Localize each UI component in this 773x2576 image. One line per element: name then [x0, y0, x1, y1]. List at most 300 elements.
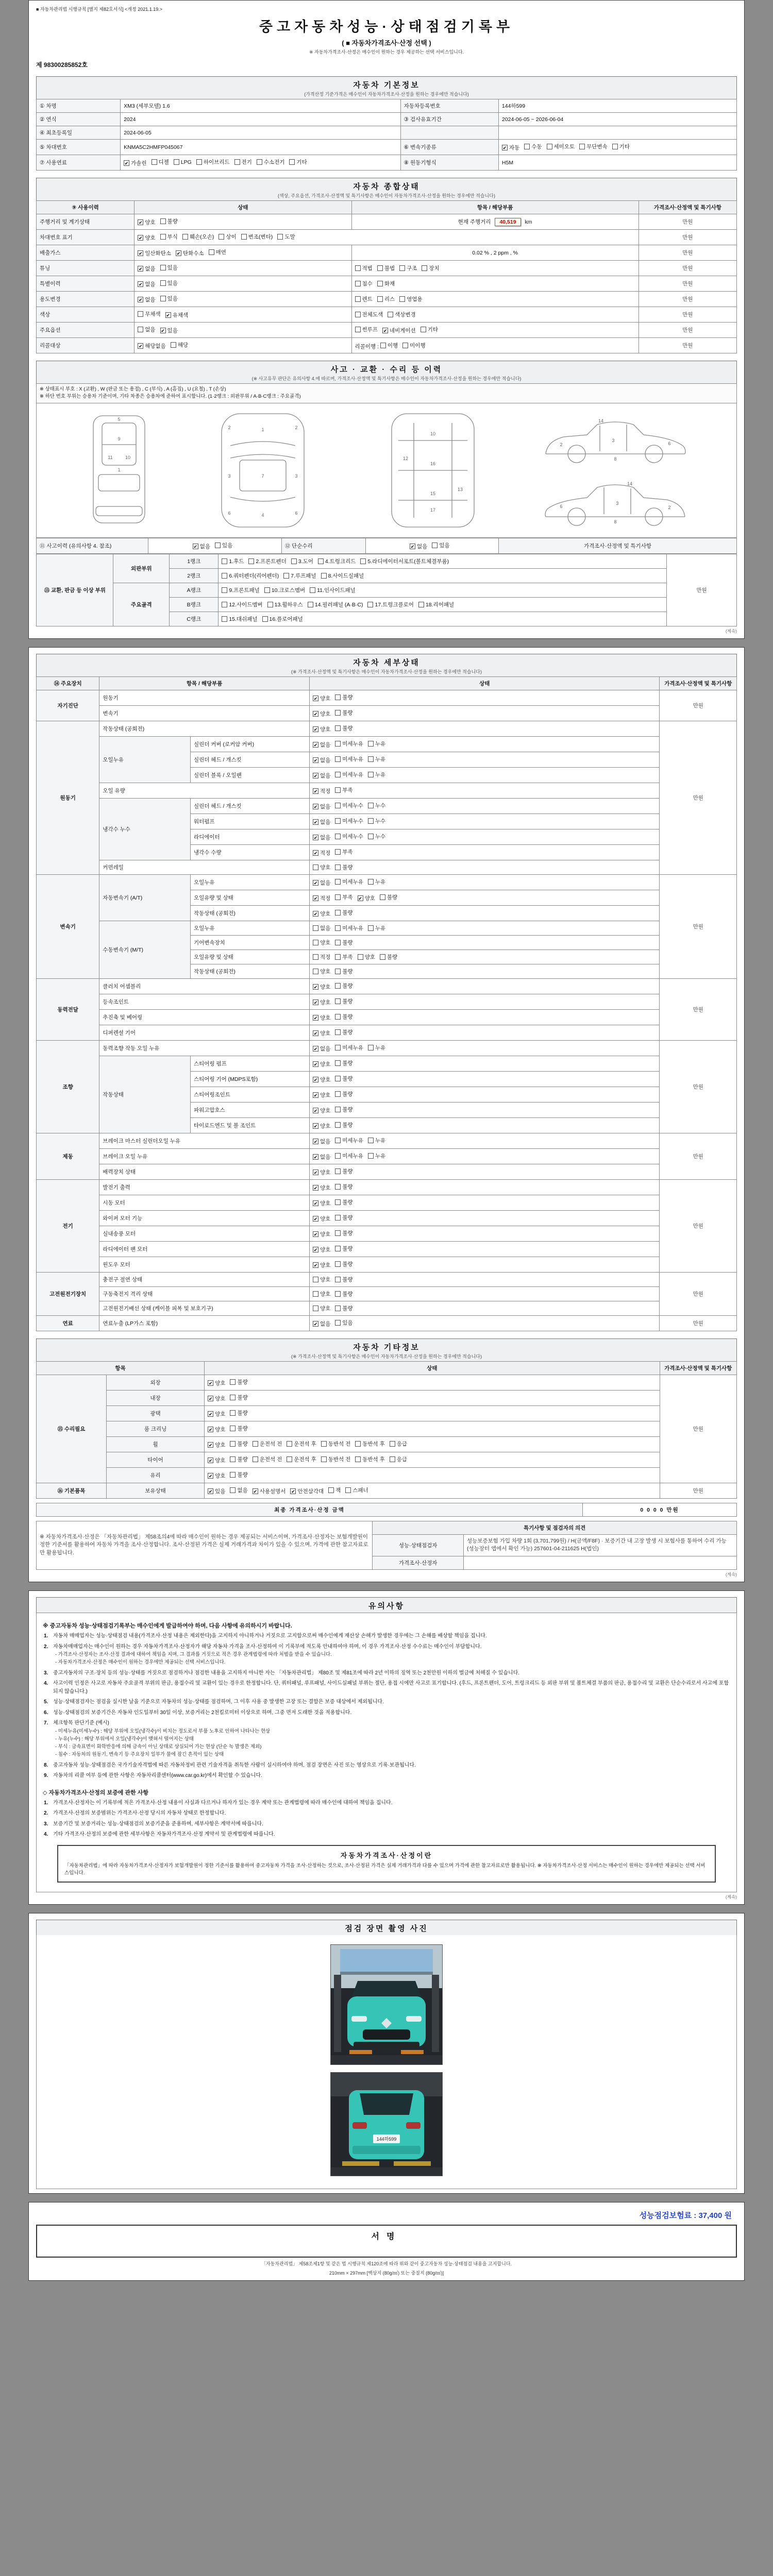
checkbox-unchecked-icon[interactable] — [241, 234, 247, 240]
checkbox-option[interactable] — [174, 159, 192, 165]
checkbox-option[interactable] — [318, 557, 356, 565]
checkbox-unchecked-icon[interactable] — [313, 1306, 318, 1311]
checkbox-option[interactable] — [335, 909, 352, 917]
checkbox-option[interactable] — [313, 1076, 330, 1083]
checkbox-checked-icon[interactable]: ✔ — [313, 984, 318, 990]
checkbox-unchecked-icon[interactable] — [335, 1029, 341, 1035]
checkbox-unchecked-icon[interactable] — [222, 573, 227, 579]
checkbox-unchecked-icon[interactable] — [335, 910, 341, 916]
checkbox-option[interactable] — [208, 1456, 225, 1464]
checkbox-checked-icon[interactable]: ✔ — [291, 1488, 295, 1494]
checkbox-option[interactable] — [208, 1487, 225, 1495]
checkbox-checked-icon[interactable]: ✔ — [313, 1200, 318, 1206]
checkbox-option[interactable] — [410, 543, 427, 550]
checkbox-option[interactable] — [277, 233, 295, 241]
checkbox-unchecked-icon[interactable] — [230, 1456, 236, 1462]
checkbox-option[interactable] — [399, 264, 417, 272]
checkbox-option[interactable] — [335, 740, 363, 748]
checkbox-option[interactable] — [215, 541, 232, 549]
checkbox-option[interactable] — [367, 601, 413, 608]
checkbox-unchecked-icon[interactable] — [160, 296, 166, 301]
checkbox-unchecked-icon[interactable] — [160, 265, 166, 270]
checkbox-option[interactable] — [160, 217, 178, 225]
checkbox-option[interactable] — [418, 601, 454, 608]
checkbox-option[interactable] — [313, 863, 330, 871]
checkbox-option[interactable] — [313, 1320, 330, 1328]
checkbox-unchecked-icon[interactable] — [368, 925, 374, 931]
checkbox-unchecked-icon[interactable] — [355, 265, 361, 271]
checkbox-unchecked-icon[interactable] — [355, 312, 361, 317]
checkbox-unchecked-icon[interactable] — [390, 1441, 395, 1447]
checkbox-option[interactable] — [208, 1410, 225, 1418]
checkbox-option[interactable] — [287, 1440, 316, 1448]
checkbox-option[interactable] — [289, 158, 307, 166]
checkbox-unchecked-icon[interactable] — [368, 772, 374, 777]
checkbox-option[interactable] — [390, 1440, 407, 1448]
checkbox-option[interactable] — [222, 572, 279, 580]
checkbox-option[interactable] — [358, 894, 375, 902]
checkbox-option[interactable] — [230, 1455, 247, 1463]
checkbox-option[interactable] — [230, 1486, 247, 1494]
checkbox-unchecked-icon[interactable] — [380, 954, 385, 960]
checkbox-option[interactable] — [368, 878, 385, 886]
checkbox-unchecked-icon[interactable] — [380, 894, 385, 900]
checkbox-option[interactable] — [335, 817, 363, 825]
checkbox-option[interactable] — [253, 1487, 286, 1495]
checkbox-option[interactable] — [377, 295, 395, 303]
checkbox-option[interactable] — [287, 1455, 316, 1463]
checkbox-checked-icon[interactable]: ✔ — [208, 1488, 213, 1494]
checkbox-option[interactable] — [313, 725, 330, 733]
checkbox-option[interactable] — [335, 1028, 352, 1036]
checkbox-option[interactable] — [313, 1261, 330, 1269]
checkbox-unchecked-icon[interactable] — [355, 327, 361, 332]
checkbox-checked-icon[interactable]: ✔ — [313, 1185, 318, 1191]
checkbox-option[interactable] — [335, 982, 352, 990]
checkbox-unchecked-icon[interactable] — [160, 234, 166, 240]
checkbox-unchecked-icon[interactable] — [321, 1456, 327, 1462]
checkbox-option[interactable] — [335, 893, 352, 901]
checkbox-option[interactable] — [335, 1106, 352, 1113]
checkbox-option[interactable] — [335, 1044, 363, 1052]
checkbox-option[interactable] — [368, 924, 385, 932]
checkbox-checked-icon[interactable]: ✔ — [313, 911, 318, 917]
checkbox-unchecked-icon[interactable] — [160, 280, 166, 286]
checkbox-option[interactable] — [368, 1152, 385, 1160]
checkbox-option[interactable] — [335, 771, 363, 778]
checkbox-checked-icon[interactable]: ✔ — [138, 220, 143, 225]
checkbox-checked-icon[interactable]: ✔ — [313, 819, 318, 825]
checkbox-unchecked-icon[interactable] — [310, 587, 315, 593]
checkbox-option[interactable] — [291, 557, 313, 565]
checkbox-option[interactable] — [193, 543, 210, 550]
checkbox-checked-icon[interactable]: ✔ — [313, 1321, 318, 1327]
checkbox-checked-icon[interactable]: ✔ — [313, 999, 318, 1005]
checkbox-option[interactable] — [230, 1394, 247, 1401]
checkbox-option[interactable] — [388, 311, 416, 318]
checkbox-option[interactable] — [208, 1441, 225, 1449]
checkbox-unchecked-icon[interactable] — [335, 1306, 341, 1311]
checkbox-option[interactable] — [313, 1138, 330, 1145]
checkbox-unchecked-icon[interactable] — [335, 894, 341, 900]
checkbox-unchecked-icon[interactable] — [368, 756, 374, 762]
checkbox-option[interactable] — [138, 342, 166, 350]
checkbox-unchecked-icon[interactable] — [399, 296, 405, 302]
checkbox-option[interactable] — [253, 1440, 282, 1448]
checkbox-unchecked-icon[interactable] — [368, 803, 374, 808]
checkbox-option[interactable] — [234, 158, 252, 166]
checkbox-checked-icon[interactable]: ✔ — [138, 266, 143, 272]
checkbox-option[interactable] — [612, 143, 630, 150]
checkbox-option[interactable] — [502, 144, 519, 151]
checkbox-unchecked-icon[interactable] — [524, 144, 530, 149]
checkbox-option[interactable] — [335, 939, 352, 946]
checkbox-option[interactable] — [335, 1013, 352, 1021]
checkbox-option[interactable] — [335, 1276, 352, 1283]
checkbox-option[interactable] — [313, 998, 330, 1006]
checkbox-unchecked-icon[interactable] — [257, 159, 262, 165]
checkbox-option[interactable] — [160, 279, 178, 287]
checkbox-checked-icon[interactable]: ✔ — [313, 726, 318, 732]
checkbox-unchecked-icon[interactable] — [335, 1230, 341, 1236]
checkbox-option[interactable] — [335, 1059, 352, 1067]
checkbox-unchecked-icon[interactable] — [262, 616, 268, 622]
checkbox-checked-icon[interactable]: ✔ — [208, 1442, 213, 1448]
checkbox-unchecked-icon[interactable] — [335, 1291, 341, 1297]
checkbox-option[interactable] — [313, 1290, 330, 1298]
checkbox-unchecked-icon[interactable] — [287, 1456, 292, 1462]
checkbox-option[interactable] — [335, 1229, 352, 1237]
checkbox-unchecked-icon[interactable] — [138, 327, 143, 332]
checkbox-unchecked-icon[interactable] — [291, 558, 297, 564]
checkbox-unchecked-icon[interactable] — [377, 265, 383, 271]
checkbox-option[interactable] — [382, 327, 416, 334]
checkbox-option[interactable] — [368, 1044, 385, 1052]
checkbox-unchecked-icon[interactable] — [289, 159, 295, 165]
checkbox-unchecked-icon[interactable] — [152, 159, 157, 165]
checkbox-option[interactable] — [290, 1487, 324, 1495]
checkbox-option[interactable] — [171, 341, 188, 349]
checkbox-option[interactable] — [355, 295, 373, 303]
checkbox-option[interactable] — [310, 586, 356, 594]
checkbox-unchecked-icon[interactable] — [355, 1441, 361, 1447]
checkbox-option[interactable] — [402, 342, 425, 349]
checkbox-option[interactable] — [321, 1440, 351, 1448]
checkbox-option[interactable] — [313, 1060, 330, 1068]
checkbox-unchecked-icon[interactable] — [432, 543, 438, 548]
checkbox-option[interactable] — [313, 1014, 330, 1022]
checkbox-option[interactable] — [313, 910, 330, 918]
checkbox-unchecked-icon[interactable] — [335, 1168, 341, 1174]
checkbox-unchecked-icon[interactable] — [313, 940, 318, 945]
checkbox-option[interactable] — [335, 833, 363, 840]
checkbox-option[interactable] — [313, 1122, 330, 1130]
checkbox-option[interactable] — [208, 1472, 225, 1480]
checkbox-unchecked-icon[interactable] — [335, 1060, 341, 1066]
checkbox-unchecked-icon[interactable] — [335, 1320, 341, 1326]
checkbox-checked-icon[interactable]: ✔ — [313, 1092, 318, 1098]
checkbox-option[interactable] — [321, 1455, 351, 1463]
checkbox-unchecked-icon[interactable] — [579, 144, 585, 149]
checkbox-option[interactable] — [208, 1395, 225, 1402]
checkbox-option[interactable] — [358, 953, 375, 961]
checkbox-unchecked-icon[interactable] — [318, 558, 324, 564]
checkbox-option[interactable] — [335, 1319, 352, 1327]
checkbox-unchecked-icon[interactable] — [313, 969, 318, 974]
checkbox-option[interactable] — [313, 1045, 330, 1053]
checkbox-unchecked-icon[interactable] — [421, 327, 426, 332]
checkbox-unchecked-icon[interactable] — [335, 818, 341, 824]
checkbox-option[interactable] — [335, 924, 363, 932]
checkbox-checked-icon[interactable]: ✔ — [313, 1247, 318, 1252]
checkbox-unchecked-icon[interactable] — [388, 312, 393, 317]
checkbox-unchecked-icon[interactable] — [368, 1045, 374, 1050]
checkbox-unchecked-icon[interactable] — [335, 865, 341, 870]
checkbox-unchecked-icon[interactable] — [377, 281, 383, 286]
checkbox-option[interactable] — [313, 924, 330, 932]
checkbox-unchecked-icon[interactable] — [335, 1246, 341, 1251]
checkbox-option[interactable] — [328, 1486, 341, 1494]
checkbox-option[interactable] — [335, 1121, 352, 1129]
checkbox-unchecked-icon[interactable] — [209, 249, 214, 255]
checkbox-option[interactable] — [335, 1152, 363, 1160]
checkbox-unchecked-icon[interactable] — [230, 1426, 236, 1431]
checkbox-option[interactable] — [380, 342, 398, 349]
checkbox-checked-icon[interactable]: ✔ — [313, 1030, 318, 1036]
checkbox-checked-icon[interactable]: ✔ — [313, 1216, 318, 1222]
checkbox-option[interactable] — [313, 1199, 330, 1207]
checkbox-unchecked-icon[interactable] — [335, 741, 341, 747]
checkbox-unchecked-icon[interactable] — [313, 1291, 318, 1297]
checkbox-checked-icon[interactable]: ✔ — [313, 773, 318, 778]
checkbox-option[interactable] — [313, 756, 330, 764]
checkbox-option[interactable] — [313, 879, 330, 887]
checkbox-unchecked-icon[interactable] — [321, 1441, 327, 1447]
checkbox-checked-icon[interactable]: ✔ — [208, 1411, 213, 1417]
checkbox-option[interactable] — [335, 1167, 352, 1175]
checkbox-unchecked-icon[interactable] — [287, 1441, 292, 1447]
checkbox-unchecked-icon[interactable] — [360, 558, 366, 564]
checkbox-option[interactable] — [335, 709, 352, 717]
checkbox-unchecked-icon[interactable] — [234, 159, 240, 165]
checkbox-option[interactable] — [422, 264, 439, 272]
checkbox-checked-icon[interactable]: ✔ — [193, 544, 197, 549]
checkbox-unchecked-icon[interactable] — [313, 1277, 318, 1282]
checkbox-checked-icon[interactable]: ✔ — [138, 344, 143, 349]
checkbox-unchecked-icon[interactable] — [328, 1487, 334, 1493]
checkbox-option[interactable] — [313, 741, 330, 749]
checkbox-checked-icon[interactable]: ✔ — [253, 1488, 257, 1494]
checkbox-option[interactable] — [262, 615, 303, 623]
checkbox-unchecked-icon[interactable] — [248, 558, 254, 564]
checkbox-option[interactable] — [230, 1471, 247, 1479]
checkbox-unchecked-icon[interactable] — [402, 343, 408, 348]
checkbox-option[interactable] — [335, 1183, 352, 1191]
checkbox-checked-icon[interactable]: ✔ — [313, 1077, 318, 1082]
checkbox-option[interactable] — [219, 233, 236, 241]
checkbox-unchecked-icon[interactable] — [277, 234, 283, 240]
checkbox-checked-icon[interactable]: ✔ — [313, 804, 318, 809]
checkbox-unchecked-icon[interactable] — [335, 1107, 341, 1112]
checkbox-option[interactable] — [313, 1029, 330, 1037]
checkbox-option[interactable] — [313, 1153, 330, 1161]
checkbox-option[interactable] — [335, 997, 352, 1005]
checkbox-unchecked-icon[interactable] — [264, 587, 270, 593]
checkbox-option[interactable] — [313, 1107, 330, 1114]
checkbox-option[interactable] — [230, 1378, 247, 1386]
checkbox-unchecked-icon[interactable] — [547, 144, 552, 149]
checkbox-unchecked-icon[interactable] — [355, 1456, 361, 1462]
checkbox-option[interactable] — [335, 848, 352, 856]
checkbox-unchecked-icon[interactable] — [335, 756, 341, 762]
checkbox-checked-icon[interactable]: ✔ — [161, 328, 165, 333]
checkbox-option[interactable] — [176, 249, 204, 257]
checkbox-unchecked-icon[interactable] — [335, 1091, 341, 1097]
checkbox-unchecked-icon[interactable] — [335, 879, 341, 885]
checkbox-unchecked-icon[interactable] — [422, 265, 427, 271]
checkbox-checked-icon[interactable]: ✔ — [313, 742, 318, 748]
checkbox-unchecked-icon[interactable] — [345, 1487, 351, 1493]
checkbox-option[interactable] — [390, 1455, 407, 1463]
checkbox-option[interactable] — [264, 586, 305, 594]
checkbox-unchecked-icon[interactable] — [230, 1472, 236, 1478]
checkbox-option[interactable] — [335, 968, 352, 975]
checkbox-unchecked-icon[interactable] — [335, 710, 341, 716]
checkbox-checked-icon[interactable]: ✔ — [313, 880, 318, 886]
checkbox-unchecked-icon[interactable] — [368, 1153, 374, 1159]
checkbox-unchecked-icon[interactable] — [335, 849, 341, 855]
checkbox-checked-icon[interactable]: ✔ — [138, 235, 143, 241]
checkbox-option[interactable] — [152, 158, 169, 166]
checkbox-unchecked-icon[interactable] — [174, 159, 179, 165]
checkbox-option[interactable] — [524, 143, 542, 150]
checkbox-option[interactable] — [355, 280, 373, 287]
checkbox-checked-icon[interactable]: ✔ — [208, 1396, 213, 1401]
checkbox-checked-icon[interactable]: ✔ — [313, 788, 318, 794]
checkbox-option[interactable] — [313, 772, 330, 779]
checkbox-unchecked-icon[interactable] — [335, 1277, 341, 1282]
checkbox-option[interactable] — [313, 834, 330, 841]
checkbox-unchecked-icon[interactable] — [267, 602, 273, 607]
checkbox-option[interactable] — [313, 1168, 330, 1176]
checkbox-checked-icon[interactable]: ✔ — [176, 251, 181, 256]
checkbox-option[interactable] — [335, 1075, 352, 1082]
checkbox-checked-icon[interactable]: ✔ — [138, 282, 143, 287]
checkbox-checked-icon[interactable]: ✔ — [313, 757, 318, 763]
checkbox-unchecked-icon[interactable] — [335, 954, 341, 960]
checkbox-option[interactable] — [160, 295, 178, 302]
checkbox-option[interactable] — [380, 953, 397, 961]
checkbox-option[interactable] — [335, 1304, 352, 1312]
checkbox-option[interactable] — [399, 295, 422, 303]
checkbox-option[interactable] — [267, 601, 303, 608]
checkbox-checked-icon[interactable]: ✔ — [138, 297, 143, 302]
checkbox-unchecked-icon[interactable] — [219, 234, 224, 240]
checkbox-option[interactable] — [377, 280, 395, 287]
checkbox-unchecked-icon[interactable] — [160, 218, 166, 224]
checkbox-unchecked-icon[interactable] — [335, 1184, 341, 1190]
checkbox-checked-icon[interactable]: ✔ — [313, 711, 318, 717]
checkbox-unchecked-icon[interactable] — [335, 940, 341, 945]
checkbox-checked-icon[interactable]: ✔ — [208, 1473, 213, 1479]
checkbox-option[interactable] — [313, 968, 330, 975]
checkbox-option[interactable] — [321, 572, 364, 580]
checkbox-option[interactable] — [368, 833, 385, 840]
checkbox-checked-icon[interactable]: ✔ — [166, 313, 170, 318]
checkbox-option[interactable] — [579, 143, 608, 150]
checkbox-option[interactable] — [182, 233, 214, 241]
checkbox-option[interactable] — [230, 1409, 247, 1417]
checkbox-option[interactable] — [313, 1184, 330, 1192]
checkbox-option[interactable] — [160, 327, 178, 334]
checkbox-unchecked-icon[interactable] — [368, 834, 374, 839]
checkbox-unchecked-icon[interactable] — [222, 602, 227, 607]
checkbox-option[interactable] — [209, 248, 226, 256]
checkbox-checked-icon[interactable]: ✔ — [313, 1123, 318, 1129]
signature-box[interactable] — [36, 2225, 737, 2258]
checkbox-unchecked-icon[interactable] — [253, 1456, 258, 1462]
checkbox-option[interactable] — [368, 755, 385, 763]
checkbox-option[interactable] — [335, 953, 352, 961]
checkbox-option[interactable] — [230, 1440, 247, 1448]
checkbox-checked-icon[interactable]: ✔ — [208, 1458, 213, 1463]
checkbox-option[interactable] — [547, 143, 575, 150]
checkbox-option[interactable] — [283, 572, 316, 580]
checkbox-option[interactable] — [241, 233, 273, 241]
checkbox-unchecked-icon[interactable] — [335, 1014, 341, 1020]
checkbox-option[interactable] — [355, 326, 378, 333]
checkbox-unchecked-icon[interactable] — [283, 573, 289, 579]
checkbox-checked-icon[interactable]: ✔ — [313, 835, 318, 840]
checkbox-option[interactable] — [313, 953, 330, 961]
checkbox-option[interactable] — [368, 740, 385, 748]
checkbox-unchecked-icon[interactable] — [196, 159, 202, 165]
checkbox-checked-icon[interactable]: ✔ — [208, 1380, 213, 1386]
checkbox-unchecked-icon[interactable] — [368, 818, 374, 824]
checkbox-option[interactable] — [313, 1091, 330, 1099]
checkbox-unchecked-icon[interactable] — [230, 1379, 236, 1385]
checkbox-unchecked-icon[interactable] — [308, 602, 313, 607]
checkbox-unchecked-icon[interactable] — [335, 969, 341, 974]
checkbox-option[interactable] — [368, 1137, 385, 1144]
checkbox-option[interactable] — [335, 693, 352, 701]
checkbox-option[interactable] — [313, 1230, 330, 1238]
checkbox-option[interactable] — [335, 1198, 352, 1206]
checkbox-unchecked-icon[interactable] — [368, 1138, 374, 1143]
checkbox-option[interactable] — [313, 983, 330, 991]
checkbox-checked-icon[interactable]: ✔ — [313, 1262, 318, 1268]
checkbox-unchecked-icon[interactable] — [335, 787, 341, 793]
checkbox-option[interactable] — [335, 1260, 352, 1268]
checkbox-unchecked-icon[interactable] — [230, 1410, 236, 1416]
checkbox-unchecked-icon[interactable] — [215, 543, 221, 548]
checkbox-unchecked-icon[interactable] — [612, 144, 618, 149]
checkbox-unchecked-icon[interactable] — [377, 296, 383, 302]
checkbox-option[interactable] — [208, 1426, 225, 1433]
checkbox-option[interactable] — [313, 1215, 330, 1223]
checkbox-option[interactable] — [165, 311, 188, 319]
checkbox-unchecked-icon[interactable] — [222, 616, 227, 622]
checkbox-option[interactable] — [345, 1486, 368, 1494]
checkbox-option[interactable] — [335, 1214, 352, 1222]
checkbox-option[interactable] — [138, 296, 155, 303]
checkbox-option[interactable] — [355, 1455, 385, 1463]
checkbox-option[interactable] — [313, 939, 330, 946]
checkbox-checked-icon[interactable]: ✔ — [313, 1108, 318, 1113]
checkbox-unchecked-icon[interactable] — [418, 602, 424, 607]
checkbox-option[interactable] — [335, 863, 352, 871]
checkbox-unchecked-icon[interactable] — [230, 1441, 236, 1447]
